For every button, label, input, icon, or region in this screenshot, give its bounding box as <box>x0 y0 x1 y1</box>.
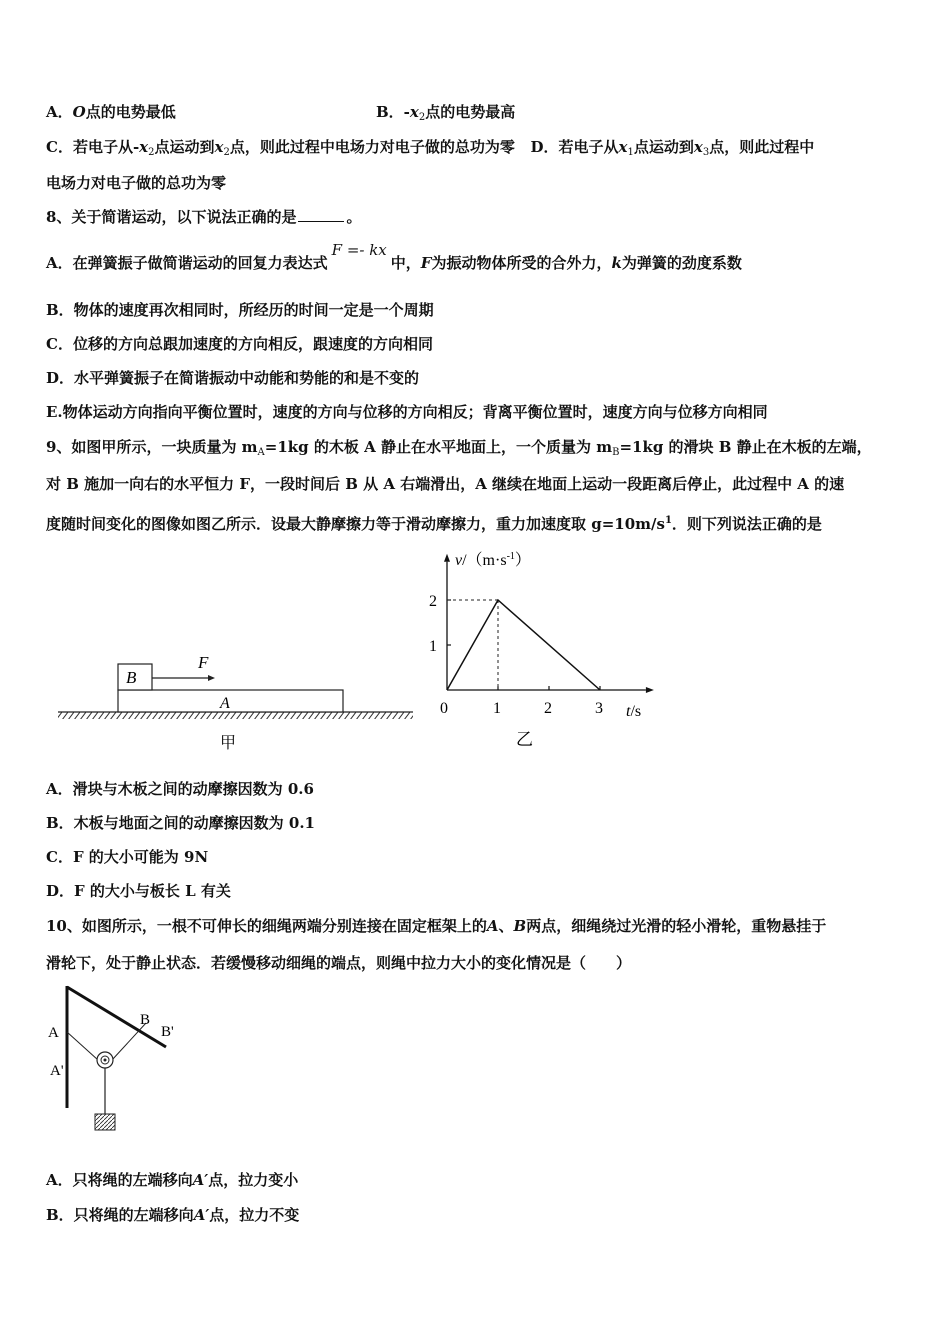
figure-pulley-frame <box>40 980 190 1140</box>
figure-jia <box>50 648 420 753</box>
label-a-prime: A' <box>50 1063 64 1079</box>
series-line-velocity <box>447 600 600 690</box>
q7-option-a: A．O点的电势最低 <box>46 103 176 121</box>
q9-option-d: D．F 的大小与板长 L 有关 <box>46 882 231 900</box>
x-tick-label: 1 <box>493 700 501 717</box>
ground-hatching <box>58 712 413 719</box>
label-a: A <box>220 695 230 712</box>
q7-option-b: B．$-x_2$点的电势最高 <box>376 103 516 123</box>
q10-option-a: A．只将绳的左端移向A′点，拉力变小 <box>46 1171 299 1189</box>
hanging-weight <box>95 1114 115 1130</box>
q9-stem-line1: 9、如图甲所示，一块质量为 $m_A=1kg$ 的木板 A 静止在水平地面上，一个质量为 $m_B=1kg$ 的滑块 B 静止在木板的左端， <box>46 438 872 458</box>
label-b-prime: B' <box>161 1024 174 1040</box>
y-tick-label: 2 <box>429 593 437 610</box>
origin-label: 0 <box>440 700 448 717</box>
q7-option-c-d: C．若电子从$-x_2$点运动到$x_2$点，则此过程中电场力对电子做的总功为零 D．若电子从$x_1$点运动到$x_3$点，则此过程中 <box>46 138 815 158</box>
q9-option-c: C．F 的大小可能为 9N <box>46 848 209 866</box>
rope-left <box>67 1032 98 1060</box>
frame-inclined-bar <box>67 987 166 1047</box>
rope-right <box>112 1023 146 1060</box>
y-axis-arrow <box>444 554 450 562</box>
x-tick-label: 2 <box>544 700 552 717</box>
x-axis-label: t/s <box>626 703 642 720</box>
q8-option-c: C．位移的方向总跟加速度的方向相反，跟速度的方向相同 <box>46 335 433 353</box>
arrow-head <box>208 675 215 681</box>
caption-yi: 乙 <box>516 730 533 749</box>
label-f: F <box>198 653 209 672</box>
q8-stem: 8、关于简谐运动，以下说法正确的是 。 <box>46 208 362 226</box>
q9-option-b: B．木板与地面之间的动摩擦因数为 0.1 <box>46 814 315 832</box>
answer-blank <box>298 207 344 222</box>
q9-option-a: A．滑块与木板之间的动摩擦因数为 0.6 <box>46 780 314 798</box>
y-axis-label: $v/(m\cdot s^{-1})$ <box>455 551 531 569</box>
formula: F =- kx <box>331 241 387 259</box>
q8-option-e: E.物体运动方向指向平衡位置时，速度的方向与位移的方向相反；背离平衡位置时，速度方向与位移方向相同 <box>46 403 768 421</box>
q7-option-d-continuation: 电场力对电子做的总功为零 <box>46 174 227 192</box>
q8-option-b: B．物体的速度再次相同时，所经历的时间一定是一个周期 <box>46 301 434 319</box>
board-a <box>118 690 343 712</box>
x-tick-label: 3 <box>595 700 603 717</box>
q9-stem-line2: 对 B 施加一向右的水平恒力 F，一段时间后 B 从 A 右端滑出，A 继续在地面上运动一段距离后停止，此过程中 A 的速 <box>46 475 845 493</box>
q10-stem-line1: 10、如图所示，一根不可伸长的细绳两端分别连接在固定框架上的A、B两点，细绳绕过光滑的轻小滑轮，重物悬挂于 <box>46 917 827 935</box>
q8-option-d: D．水平弹簧振子在简谐振动中动能和势能的和是不变的 <box>46 369 420 387</box>
q10-option-b: B．只将绳的左端移向A′点，拉力不变 <box>46 1206 300 1224</box>
q10-stem-line2: 滑轮下，处于静止状态．若缓慢移动细绳的端点，则绳中拉力大小的变化情况是（ ） <box>46 954 632 972</box>
figure-yi-vt-graph <box>420 540 660 750</box>
x-axis-arrow <box>646 687 654 693</box>
label-b: B <box>140 1012 151 1028</box>
caption-jia: 甲 <box>220 735 237 752</box>
q8-option-a: A．在弹簧振子做简谐运动的回复力表达式F =- kx中，F为振动物体所受的合外力，k为弹簧的劲度系数 <box>46 241 742 272</box>
label-b: B <box>126 668 137 687</box>
label-a: A <box>48 1025 59 1041</box>
q9-stem-line3: 度随时间变化的图像如图乙所示．设最大静摩擦力等于滑动摩擦力，重力加速度取 $g=10m/s^1$．则下列说法正确的是 <box>46 515 822 533</box>
y-tick-label: 1 <box>429 638 437 655</box>
